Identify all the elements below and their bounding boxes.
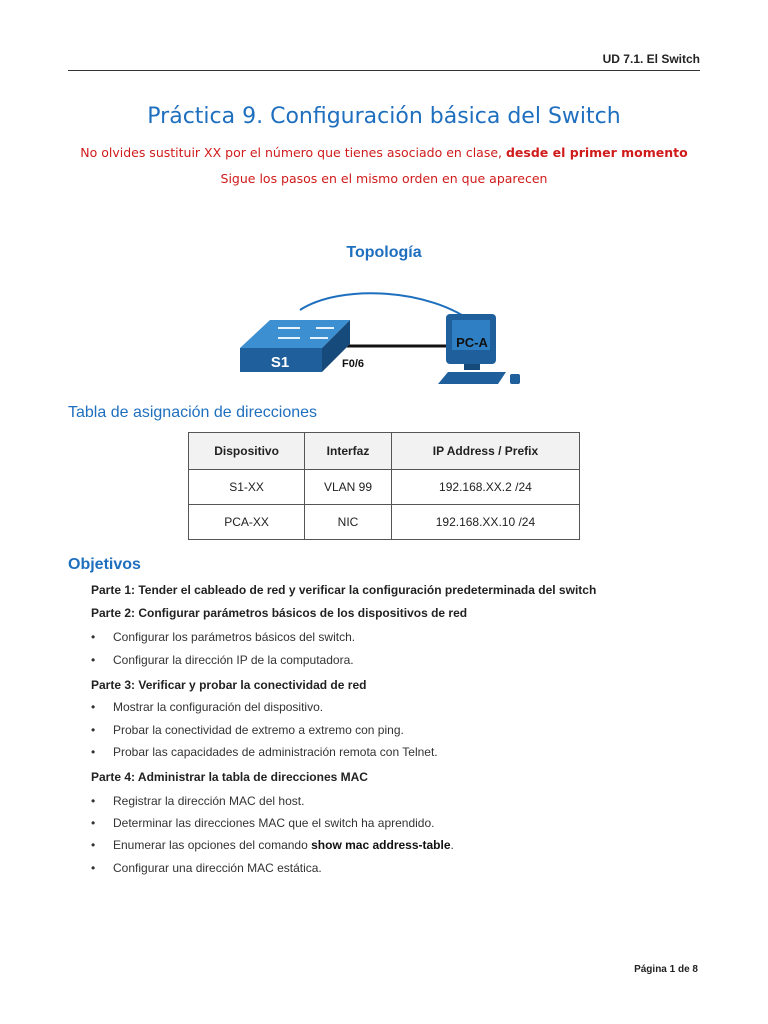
address-table-heading: Tabla de asignación de direcciones bbox=[68, 404, 318, 421]
list-item-text-post: . bbox=[450, 838, 454, 852]
note-line-2: Sigue los pasos en el mismo orden en que aparecen bbox=[220, 171, 548, 186]
objectives-heading: Objetivos bbox=[68, 556, 141, 573]
command-text: show mac address-table bbox=[311, 838, 451, 852]
list-item bbox=[91, 700, 323, 714]
table-header-row bbox=[189, 433, 580, 470]
list-item bbox=[91, 794, 304, 808]
page-title: Práctica 9. Configuración básica del Switch bbox=[147, 104, 621, 129]
list-item-text: Configurar la dirección IP de la computadora. bbox=[113, 653, 354, 667]
note-line-1-text: No olvides sustituir XX por el número que tienes asociado en clase, bbox=[80, 145, 502, 160]
cell-ip: 192.168.XX.2 /24 bbox=[391, 470, 579, 505]
topology-diagram bbox=[230, 288, 530, 388]
bullet-icon: • bbox=[91, 745, 96, 759]
part-1: Parte 1: Tender el cableado de red y verificar la configuración predeterminada del switch bbox=[91, 583, 597, 597]
table-row bbox=[189, 470, 580, 505]
cell-interface: NIC bbox=[305, 505, 392, 540]
part-3: Parte 3: Verificar y probar la conectividad de red bbox=[91, 678, 367, 692]
switch-s1-icon bbox=[240, 320, 350, 372]
list-item bbox=[91, 745, 438, 759]
note-line-1 bbox=[0, 145, 768, 160]
bullet-icon: • bbox=[91, 723, 96, 737]
page-number: Página 1 de 8 bbox=[634, 964, 698, 975]
part-2: Parte 2: Configurar parámetros básicos de los dispositivos de red bbox=[91, 606, 468, 620]
topology-heading: Topología bbox=[346, 244, 422, 261]
header-section: UD 7.1. El Switch bbox=[602, 52, 700, 66]
list-item-text: Configurar los parámetros básicos del switch. bbox=[113, 630, 356, 644]
list-item-text: Configurar una dirección MAC estática. bbox=[113, 861, 322, 875]
col-interface: Interfaz bbox=[305, 433, 392, 470]
list-item bbox=[91, 816, 435, 830]
list-item-text: Registrar la dirección MAC del host. bbox=[113, 794, 305, 808]
col-device: Dispositivo bbox=[189, 433, 305, 470]
bullet-icon: • bbox=[91, 861, 96, 875]
bullet-icon: • bbox=[91, 700, 96, 714]
list-item bbox=[91, 861, 322, 875]
address-table bbox=[188, 432, 580, 540]
bullet-icon: • bbox=[91, 653, 96, 667]
bullet-icon: • bbox=[91, 816, 96, 830]
cell-device: S1-XX bbox=[189, 470, 305, 505]
cell-device: PCA-XX bbox=[189, 505, 305, 540]
list-item-text: Probar la conectividad de extremo a extremo con ping. bbox=[113, 723, 404, 737]
bullet-icon: • bbox=[91, 794, 96, 808]
port-label: F0/6 bbox=[342, 358, 365, 370]
list-item-text: Determinar las direcciones MAC que el switch ha aprendido. bbox=[113, 816, 435, 830]
header-rule bbox=[68, 70, 700, 71]
list-item bbox=[91, 723, 404, 737]
list-item-text: Probar las capacidades de administración remota con Telnet. bbox=[113, 745, 438, 759]
bullet-icon: • bbox=[91, 630, 96, 644]
list-item bbox=[91, 838, 454, 852]
pc-label: PC-A bbox=[456, 335, 488, 350]
bullet-icon: • bbox=[91, 838, 96, 852]
list-item bbox=[91, 630, 355, 644]
note-line-1-bold: desde el primer momento bbox=[505, 145, 688, 160]
list-item bbox=[91, 653, 354, 667]
switch-label: S1 bbox=[270, 354, 290, 371]
col-ip: IP Address / Prefix bbox=[391, 433, 579, 470]
list-item-text: Mostrar la configuración del dispositivo. bbox=[113, 700, 324, 714]
cell-ip: 192.168.XX.10 /24 bbox=[391, 505, 579, 540]
cell-interface: VLAN 99 bbox=[305, 470, 392, 505]
list-item-text-pre: Enumerar las opciones del comando bbox=[113, 838, 312, 852]
part-4: Parte 4: Administrar la tabla de direcciones MAC bbox=[91, 770, 368, 784]
table-row bbox=[189, 505, 580, 540]
